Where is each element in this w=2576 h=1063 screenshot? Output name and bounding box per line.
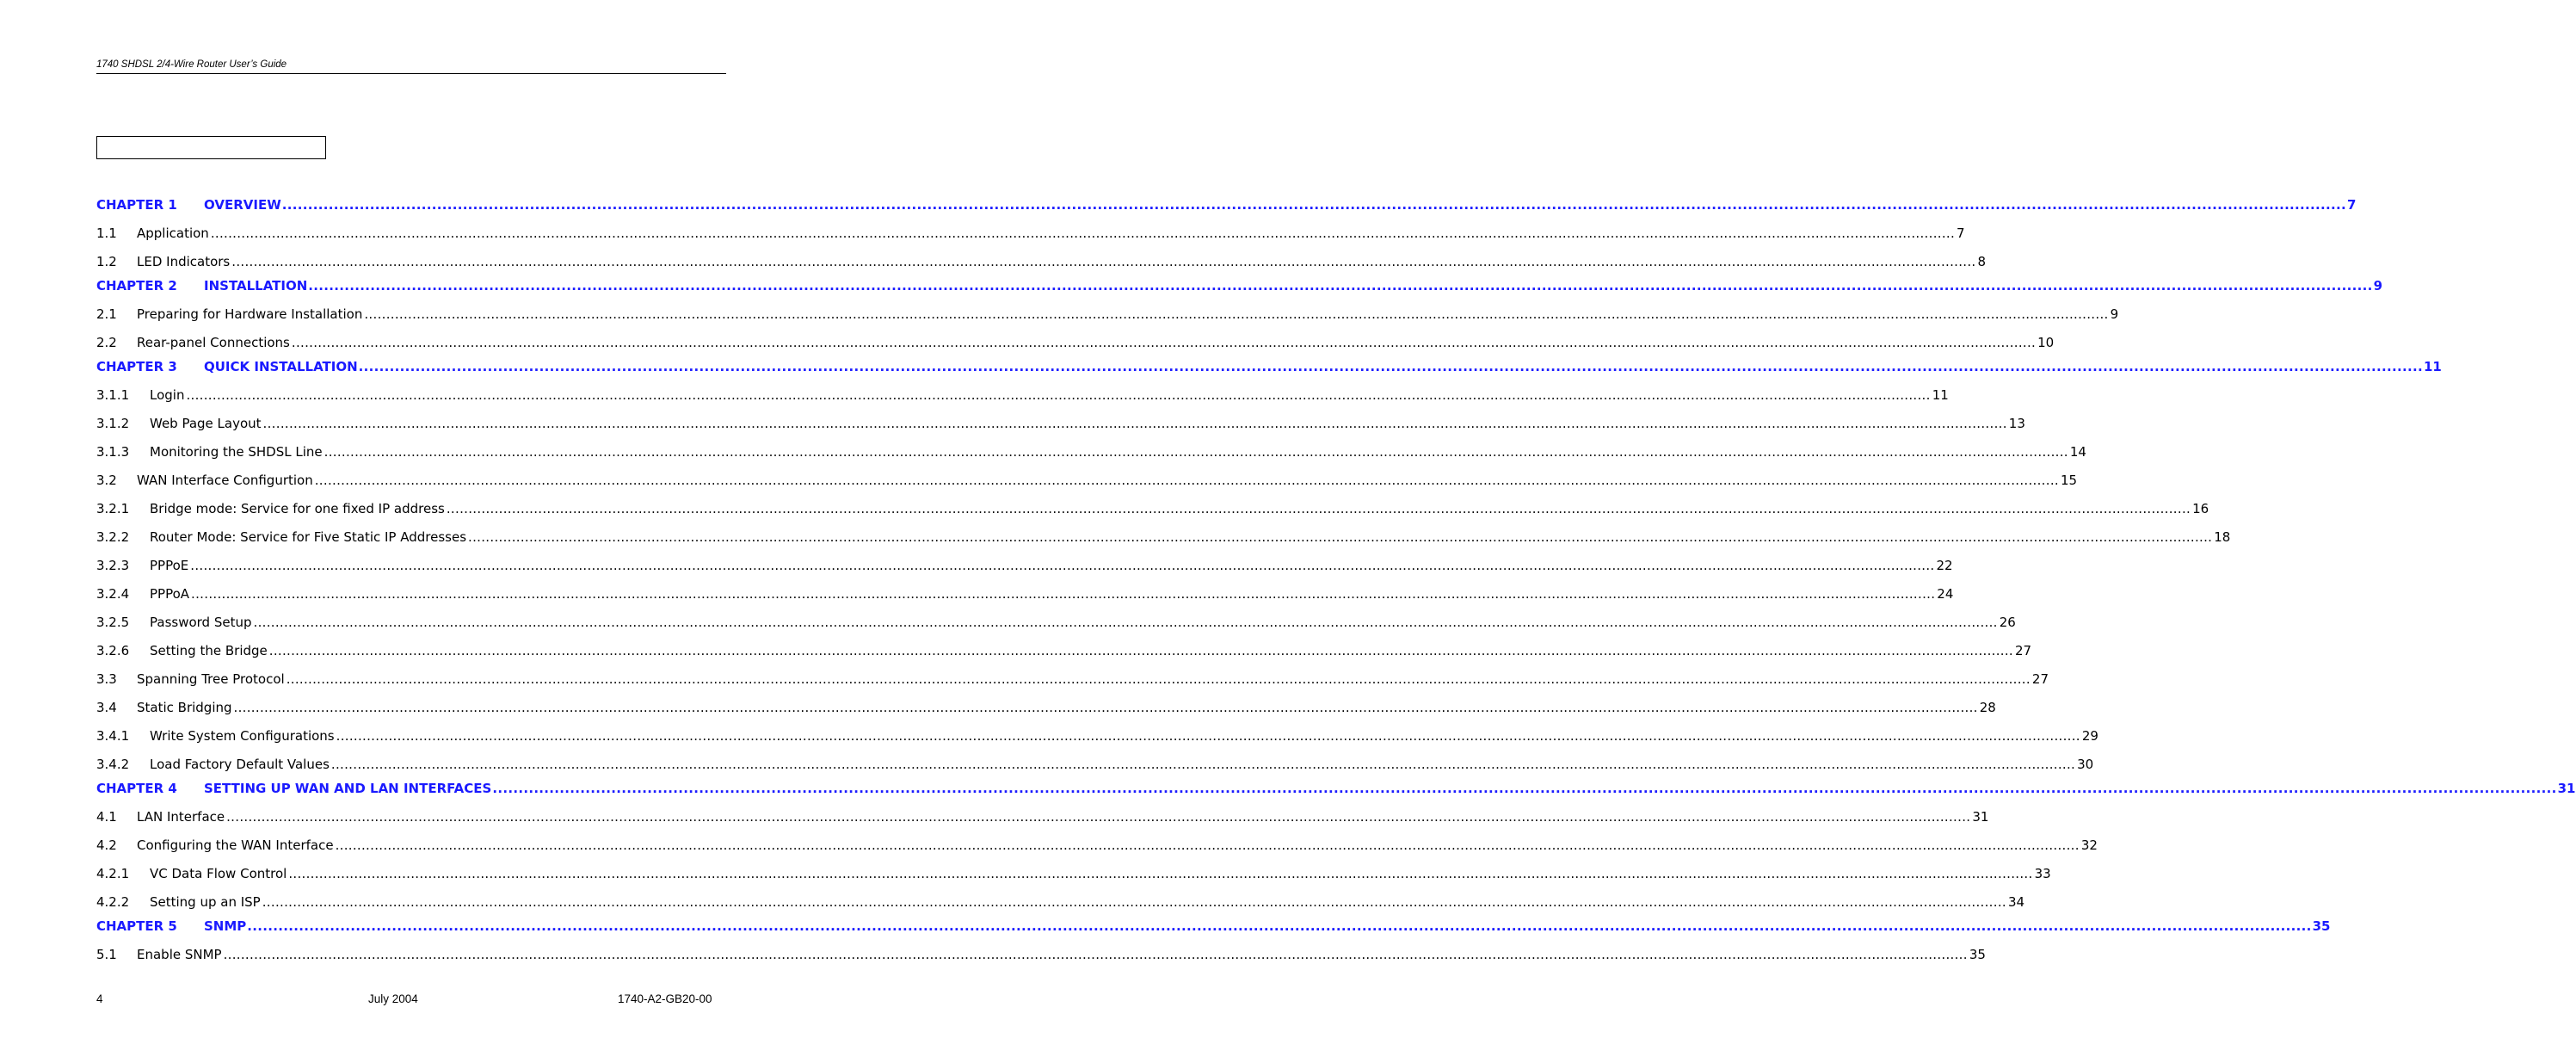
toc-entry-page: 29 xyxy=(2081,728,2098,744)
toc-entry-title: SETTING UP WAN AND LAN INTERFACES xyxy=(204,781,492,796)
toc-dot-leader: ................................................................................................................................................................................................................................................................................................................................................................................................................ xyxy=(247,918,2312,934)
toc-entry[interactable] xyxy=(96,727,2098,745)
toc-entry-number: 4.2.2 xyxy=(96,894,130,910)
toc-entry-title: Monitoring the SHDSL Line xyxy=(150,444,323,460)
toc-dot-leader: ................................................................................................................................................................................................................................................................................................................................................................................................................ xyxy=(286,671,2031,687)
toc-entry-page: 13 xyxy=(2008,416,2025,431)
toc-entry-title: PPPoE xyxy=(150,558,189,573)
toc-dot-leader: ................................................................................................................................................................................................................................................................................................................................................................................................................ xyxy=(231,254,1976,269)
toc-entry-number: 3.4.1 xyxy=(96,728,130,744)
toc-entry-title: LAN Interface xyxy=(137,809,225,825)
running-header: 1740 SHDSL 2/4-Wire Router User’s Guide xyxy=(96,59,287,70)
toc-entry[interactable] xyxy=(96,415,2025,432)
toc-entry-page: 31 xyxy=(2557,781,2576,796)
toc-entry-number: 3.4.2 xyxy=(96,757,130,772)
toc-entry-number: 3.1.2 xyxy=(96,416,130,431)
toc-dot-leader: ................................................................................................................................................................................................................................................................................................................................................................................................................ xyxy=(191,586,1936,602)
toc-dot-leader: ................................................................................................................................................................................................................................................................................................................................................................................................................ xyxy=(262,894,2006,910)
toc-dot-leader: ................................................................................................................................................................................................................................................................................................................................................................................................................ xyxy=(308,278,2373,294)
toc-entry-number: 4.2 xyxy=(96,837,117,853)
toc-entry-page: 18 xyxy=(2214,529,2231,545)
toc-entry-number: 3.2.4 xyxy=(96,586,130,602)
toc-entry-number: 3.4 xyxy=(96,700,117,715)
toc-entry[interactable] xyxy=(96,386,1949,404)
toc-dot-leader: ................................................................................................................................................................................................................................................................................................................................................................................................................ xyxy=(468,529,2213,545)
toc-chapter-entry[interactable] xyxy=(96,358,2442,375)
footer-page-number: 4 xyxy=(96,992,103,1005)
toc-entry-title: INSTALLATION xyxy=(204,278,308,294)
toc-entry-title: Static Bridging xyxy=(137,700,232,715)
toc-entry-title: WAN Interface Configurtion xyxy=(137,473,313,488)
toc-entry-title: Configuring the WAN Interface xyxy=(137,837,334,853)
toc-entry-title: Router Mode: Service for Five Static IP Addresses xyxy=(150,529,467,545)
toc-title-box xyxy=(96,136,326,159)
toc-dot-leader: ................................................................................................................................................................................................................................................................................................................................................................................................................ xyxy=(190,558,1935,573)
toc-dot-leader: ................................................................................................................................................................................................................................................................................................................................................................................................................ xyxy=(253,615,1998,630)
toc-dot-leader: ................................................................................................................................................................................................................................................................................................................................................................................................................ xyxy=(446,501,2191,516)
toc-entry-title: Write System Configurations xyxy=(150,728,335,744)
toc-entry-number: 3.2.3 xyxy=(96,558,130,573)
toc-entry-page: 11 xyxy=(2423,359,2442,374)
toc-entry-page: 33 xyxy=(2034,866,2051,881)
toc-dot-leader: ................................................................................................................................................................................................................................................................................................................................................................................................................ xyxy=(330,757,2076,772)
toc-dot-leader: ................................................................................................................................................................................................................................................................................................................................................................................................................ xyxy=(262,416,2007,431)
toc-entry-page: 34 xyxy=(2007,894,2025,910)
toc-entry-page: 11 xyxy=(1932,387,1949,403)
toc-dot-leader: ................................................................................................................................................................................................................................................................................................................................................................................................................ xyxy=(281,197,2347,213)
toc-entry-number: 3.3 xyxy=(96,671,117,687)
toc-entry-number: CHAPTER 5 xyxy=(96,918,177,934)
toc-entry[interactable] xyxy=(96,671,2049,688)
toc-dot-leader: ................................................................................................................................................................................................................................................................................................................................................................................................................ xyxy=(186,387,1931,403)
toc-entry[interactable] xyxy=(96,614,2016,631)
toc-entry-page: 10 xyxy=(2037,335,2055,350)
toc-dot-leader: ................................................................................................................................................................................................................................................................................................................................................................................................................ xyxy=(324,444,2068,460)
toc-dot-leader: ................................................................................................................................................................................................................................................................................................................................................................................................................ xyxy=(291,335,2037,350)
toc-dot-leader: ................................................................................................................................................................................................................................................................................................................................................................................................................ xyxy=(492,781,2557,796)
toc-entry-page: 28 xyxy=(1979,700,1996,715)
toc-entry-title: Web Page Layout xyxy=(150,416,262,431)
toc-dot-leader: ................................................................................................................................................................................................................................................................................................................................................................................................................ xyxy=(210,226,1956,241)
toc-entry-number: 3.2 xyxy=(96,473,117,488)
toc-entry[interactable] xyxy=(96,808,1989,825)
toc-dot-leader: ................................................................................................................................................................................................................................................................................................................................................................................................................ xyxy=(314,473,2059,488)
toc-entry[interactable] xyxy=(96,865,2051,882)
toc-entry-page: 31 xyxy=(1972,809,1989,825)
toc-entry-number: 3.1.3 xyxy=(96,444,130,460)
toc-entry[interactable] xyxy=(96,528,2231,546)
toc-entry-title: Setting up an ISP xyxy=(150,894,261,910)
toc-entry-title: SNMP xyxy=(204,918,247,934)
toc-entry[interactable] xyxy=(96,500,2209,517)
toc-dot-leader: ................................................................................................................................................................................................................................................................................................................................................................................................................ xyxy=(288,866,2033,881)
toc-entry-number: CHAPTER 1 xyxy=(96,197,177,213)
toc-entry-title: Rear-panel Connections xyxy=(137,335,290,350)
toc-entry-number: 3.2.1 xyxy=(96,501,130,516)
toc-dot-leader: ................................................................................................................................................................................................................................................................................................................................................................................................................ xyxy=(335,837,2080,853)
toc-entry-number: 3.2.6 xyxy=(96,643,130,658)
footer-date: July 2004 xyxy=(368,992,418,1005)
toc-entry-page: 26 xyxy=(1999,615,2016,630)
toc-entry[interactable] xyxy=(96,472,2078,489)
toc-entry-number: 3.2.5 xyxy=(96,615,130,630)
toc-entry-page: 32 xyxy=(2080,837,2098,853)
footer-doc-number: 1740-A2-GB20-00 xyxy=(618,992,712,1005)
toc-dot-leader: ................................................................................................................................................................................................................................................................................................................................................................................................................ xyxy=(364,306,2109,322)
toc-entry-page: 35 xyxy=(2312,918,2331,934)
toc-entry-number: 4.1 xyxy=(96,809,117,825)
toc-dot-leader: ................................................................................................................................................................................................................................................................................................................................................................................................................ xyxy=(223,947,1968,962)
toc-entry-page: 9 xyxy=(2373,278,2383,294)
toc-entry-page: 8 xyxy=(1977,254,1987,269)
toc-entry[interactable] xyxy=(96,893,2025,911)
toc-entry[interactable] xyxy=(96,443,2086,460)
toc-entry-number: 4.2.1 xyxy=(96,866,130,881)
toc-dot-leader: ................................................................................................................................................................................................................................................................................................................................................................................................................ xyxy=(268,643,2013,658)
toc-entry-title: Password Setup xyxy=(150,615,252,630)
toc-entry[interactable] xyxy=(96,557,1953,574)
toc-entry-number: 1.1 xyxy=(96,226,117,241)
toc-entry-number: CHAPTER 2 xyxy=(96,278,177,294)
toc-entry-title: PPPoA xyxy=(150,586,190,602)
toc-entry-page: 24 xyxy=(1937,586,1954,602)
toc-entry-page: 7 xyxy=(1957,226,1965,241)
toc-entry-page: 7 xyxy=(2347,197,2357,213)
toc-entry-number: 2.2 xyxy=(96,335,117,350)
toc-chapter-entry[interactable] xyxy=(96,196,2357,213)
toc-entry[interactable] xyxy=(96,253,1987,270)
toc-entry-title: VC Data Flow Control xyxy=(150,866,287,881)
toc-entry-title: Load Factory Default Values xyxy=(150,757,330,772)
toc-entry-number: 5.1 xyxy=(96,947,117,962)
toc-entry-title: QUICK INSTALLATION xyxy=(204,359,358,374)
toc-entry-page: 14 xyxy=(2069,444,2086,460)
toc-entry-title: Bridge mode: Service for one fixed IP address xyxy=(150,501,445,516)
toc-entry[interactable] xyxy=(96,756,2094,773)
toc-entry[interactable] xyxy=(96,585,1954,603)
toc-entry[interactable] xyxy=(96,642,2032,659)
toc-entry-page: 30 xyxy=(2077,757,2094,772)
toc-entry[interactable] xyxy=(96,699,1996,716)
toc-entry-title: LED Indicators xyxy=(137,254,231,269)
toc-dot-leader: ................................................................................................................................................................................................................................................................................................................................................................................................................ xyxy=(226,809,1971,825)
toc-dot-leader: ................................................................................................................................................................................................................................................................................................................................................................................................................ xyxy=(233,700,1978,715)
toc-entry-title: Setting the Bridge xyxy=(150,643,268,658)
toc-entry-page: 9 xyxy=(2110,306,2119,322)
toc-entry[interactable] xyxy=(96,225,1965,242)
toc-entry[interactable] xyxy=(96,837,2098,854)
toc-entry-number: 3.1.1 xyxy=(96,387,130,403)
toc-dot-leader: ................................................................................................................................................................................................................................................................................................................................................................................................................ xyxy=(358,359,2423,374)
toc-entry[interactable] xyxy=(96,306,2119,323)
toc-entry[interactable] xyxy=(96,334,2055,351)
toc-entry-page: 27 xyxy=(2015,643,2032,658)
toc-entry-number: CHAPTER 4 xyxy=(96,781,177,796)
toc-chapter-entry[interactable] xyxy=(96,277,2383,294)
toc-entry-title: OVERVIEW xyxy=(204,197,281,213)
toc-entry-title: Spanning Tree Protocol xyxy=(137,671,285,687)
header-divider xyxy=(96,73,726,74)
toc-dot-leader: ................................................................................................................................................................................................................................................................................................................................................................................................................ xyxy=(336,728,2080,744)
toc-chapter-entry[interactable] xyxy=(96,780,2576,797)
toc-entry-title: Enable SNMP xyxy=(137,947,222,962)
toc-entry-title: Preparing for Hardware Installation xyxy=(137,306,363,322)
toc-entry-page: 15 xyxy=(2060,473,2078,488)
toc-entry-title: Login xyxy=(150,387,185,403)
toc-entry-title: Application xyxy=(137,226,209,241)
toc-entry-number: 3.2.2 xyxy=(96,529,130,545)
toc-entry-number: 1.2 xyxy=(96,254,117,269)
toc-entry-page: 27 xyxy=(2031,671,2049,687)
toc-entry-number: 2.1 xyxy=(96,306,117,322)
toc-entry-number: CHAPTER 3 xyxy=(96,359,177,374)
toc-entry-page: 22 xyxy=(1936,558,1953,573)
toc-entry-page: 35 xyxy=(1969,947,1986,962)
toc-chapter-entry[interactable] xyxy=(96,918,2331,935)
toc-entry[interactable] xyxy=(96,946,1986,963)
toc-entry-page: 16 xyxy=(2192,501,2209,516)
